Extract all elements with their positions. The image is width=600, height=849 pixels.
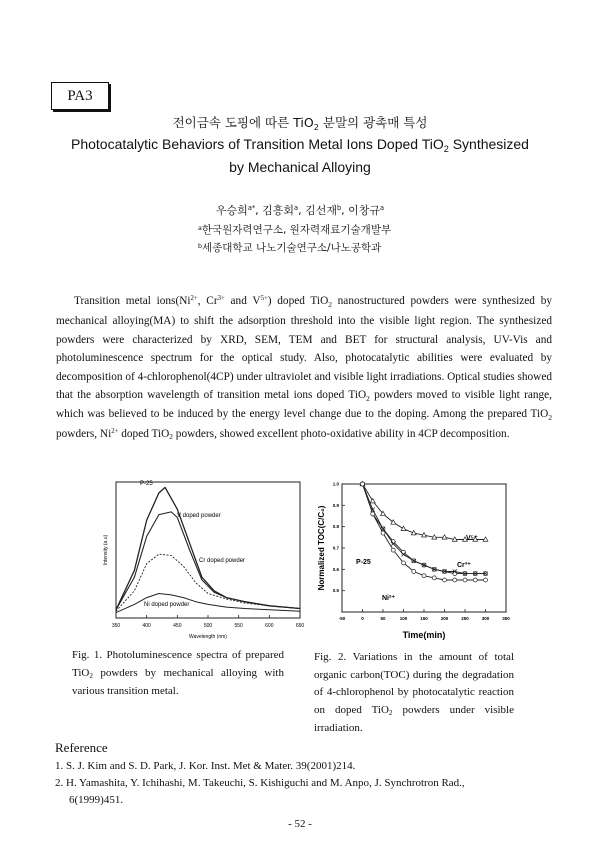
figure-2-series-label: Cr³⁺ — [457, 562, 471, 569]
figure-2-x-tick-label: 100 — [399, 616, 408, 621]
figure-2-data-point — [473, 578, 477, 582]
figure-2-y-tick-label: 0.6 — [332, 566, 339, 572]
figure-1-series-label: P-25 — [140, 481, 153, 487]
figure-2-data-point — [463, 578, 467, 582]
figure-2-data-point — [381, 531, 385, 535]
figure-2-series-label: V⁵⁺ — [466, 535, 478, 542]
figure-1-x-tick-label: 450 — [173, 623, 182, 629]
figure-1-series-line — [116, 487, 300, 609]
abstract-sup: 2+ — [111, 428, 119, 436]
figure-1-series-label: V doped powder — [177, 513, 221, 519]
abstract-text: powders moved to visible light range, which was believed to be induced by the energy level change due to the doping. Among the prepared TiO — [56, 389, 552, 421]
figure-1-x-label: Wavelength (nm) — [189, 634, 227, 640]
english-title-line2: by Mechanical Alloying — [229, 159, 371, 175]
author-4: , 이창규 — [341, 204, 381, 217]
reference-item-2 — [55, 775, 555, 809]
abstract — [56, 292, 552, 445]
figure-2-data-point — [391, 548, 395, 552]
author-2-mark: a — [294, 204, 299, 213]
figure-2-y-tick-label: 0.8 — [332, 524, 339, 530]
figure-2-x-tick-label: 200 — [440, 616, 449, 621]
figure-1-x-tick-label: 600 — [265, 623, 274, 629]
author-4-mark: a — [380, 204, 385, 213]
figure-2-x-tick-label: 350 — [502, 616, 510, 621]
figure-1-series-label: Cr doped powder — [199, 558, 246, 564]
figure-2-x-tick-label: -50 — [338, 616, 346, 621]
figure-2-data-point — [412, 569, 416, 573]
figure-2-y-tick-label: 1.0 — [332, 481, 339, 487]
figure-2-data-point — [401, 526, 406, 530]
figure-2-x-tick-label: 50 — [380, 616, 386, 621]
figure-1-y-label: Intensity (a.u) — [103, 534, 109, 566]
author-3: , 김선재 — [298, 204, 337, 217]
figure-2-caption — [314, 649, 514, 738]
figure-2-data-point — [453, 578, 457, 582]
figure-2-y-tick-label: 0.7 — [332, 545, 339, 551]
abstract-text: powders, showed excellent photo-oxidative ability in 4CP decomposition. — [172, 427, 510, 440]
figure-1-x-tick-label: 400 — [142, 623, 151, 629]
affiliation-b-mark: b — [198, 242, 202, 250]
abstract-text: Transition metal ions(Ni — [74, 295, 191, 307]
figure-2-data-point — [361, 482, 365, 486]
english-title-subscript: 2 — [443, 144, 449, 155]
figure-1-series-label: Ni doped powder — [144, 602, 190, 608]
figure-2-x-tick-label: 250 — [461, 616, 469, 621]
author-3-mark: b — [336, 204, 342, 213]
abstract-sup: 3+ — [217, 295, 225, 303]
figure-2-data-point — [432, 576, 436, 580]
figure-2-x-tick-label: 300 — [481, 616, 490, 621]
abstract-text: doped TiO — [118, 427, 170, 440]
abstract-sub: 2 — [366, 393, 370, 403]
abstract-sub: 2 — [169, 432, 173, 442]
author-1: 우승희 — [215, 204, 248, 217]
figure-1-caption — [72, 647, 284, 701]
abstract-text: , Cr — [197, 295, 218, 307]
abstract-text: and V — [224, 295, 261, 307]
author-2: , 김흥회 — [255, 204, 295, 217]
abstract-sub: 2 — [328, 299, 332, 309]
figure-1-x-tick-label: 650 — [295, 623, 305, 629]
abstract-sup: 2+ — [190, 295, 198, 303]
affiliation-b — [198, 240, 381, 255]
figure-1-x-tick-label: 350 — [111, 623, 121, 629]
english-title-part-b: Synthesized — [448, 136, 529, 152]
page-number: - 52 - — [288, 818, 312, 830]
abstract-text: powders, Ni — [56, 427, 112, 440]
figure-2-series-line — [363, 484, 486, 540]
figure-2-data-point — [371, 512, 375, 516]
figure-2-data-point — [402, 550, 406, 554]
references-heading: Reference — [55, 740, 108, 755]
figure-2-x-label: Time(min) — [402, 630, 446, 640]
figure-1-plot — [102, 474, 310, 642]
session-code: PA3 — [67, 88, 93, 104]
figure-2-caption-text: Fig. 2. Variations in the amount of total organic carbon(TOC) during the degradation of 4-chlorophenol by photocatalytic reaction on doped TiO — [314, 651, 514, 716]
figure-1-caption-sub: 2 — [89, 672, 93, 680]
korean-title-subscript: 2 — [313, 121, 319, 132]
abstract-text: ) doped TiO — [267, 295, 329, 307]
figure-2-x-tick-label: 150 — [420, 616, 428, 621]
korean-title-rest: 분말의 광촉매 특성 — [318, 115, 428, 130]
figure-1-caption-text: Fig. 1. Photoluminescence spectra of prepared TiO — [72, 649, 284, 679]
reference-item-1: 1. S. J. Kim and S. D. Park, J. Kor. Inst. Met & Mater. 39(2001)214. — [55, 760, 356, 772]
abstract-sup: 5+ — [260, 295, 268, 303]
figure-2-data-point — [370, 498, 375, 502]
abstract-sub: 2 — [548, 413, 552, 422]
session-code-box — [51, 82, 109, 110]
figure-2-axes-frame — [342, 484, 506, 612]
figure-2-data-point — [422, 574, 426, 578]
reference-2-line-1: 2. H. Yamashita, Y. Ichihashi, M. Takeuchi, S. Kishiguchi and M. Anpo, J. Synchrotron Rad., — [55, 777, 465, 789]
figure-2-y-label: Normalized TOC(C/C₀) — [317, 505, 326, 591]
author-list — [0, 202, 600, 218]
figure-2-caption-sub: 2 — [388, 709, 393, 717]
english-title-part-a: Photocatalytic Behaviors of Transition Metal Ions Doped TiO — [71, 136, 444, 152]
affiliation-a-mark: a — [198, 224, 202, 232]
figure-1-x-tick-label: 500 — [203, 623, 213, 629]
figure-2-data-point — [484, 578, 488, 582]
figure-2-data-point — [443, 578, 447, 582]
affiliation-a — [198, 222, 391, 237]
figure-2-x-tick-label: 0 — [361, 616, 364, 621]
figure-1-caption-text-2: powders by mechanical alloying with various transition metal. — [72, 666, 284, 697]
figure-2-plot — [314, 480, 514, 645]
figure-2-y-tick-label: 0.9 — [332, 502, 339, 508]
affiliation-a-text: 한국원자력연구소, 원자력재료기술개발부 — [201, 224, 392, 236]
affiliation-b-text: 세종대학교 나노기술연구소/나노공학과 — [202, 242, 382, 254]
english-title-line1 — [0, 136, 600, 155]
author-1-mark: a* — [247, 204, 256, 213]
figure-2-series-label: P-25 — [356, 559, 371, 566]
figure-1-axes-frame — [116, 482, 300, 618]
korean-title — [0, 113, 600, 131]
figure-1-x-tick-label: 550 — [234, 623, 243, 629]
figure-2-series-label: Ni²⁺ — [382, 595, 396, 602]
abstract-paragraph — [56, 292, 552, 445]
abstract-text: nanostructured powders were synthesized by mechanical alloying(MA) to shift the adsorption threshold into the visible light region. The synthesized powders were characterized by XRD, SEM, TEM and BET for structural analysis, UV-Vis and photoluminescence spectrum for the optical study. Also, photocatalytic abilities were evaluated by decomposition of 4-chlorophenol(4CP) under ultraviolet and visible light irradiations. Optical studies showed that the absorption wavelength of transition metal ions doped TiO — [56, 295, 552, 402]
figure-2-caption-text-2: powders under visible irradiation. — [314, 703, 514, 734]
korean-title-text: 전이금속 도핑에 따른 TiO — [172, 115, 314, 130]
figure-2-y-tick-label: 0.5 — [332, 588, 339, 594]
reference-2-line-2: 6(1999)451. — [69, 794, 124, 806]
figure-2-data-point — [402, 561, 406, 565]
